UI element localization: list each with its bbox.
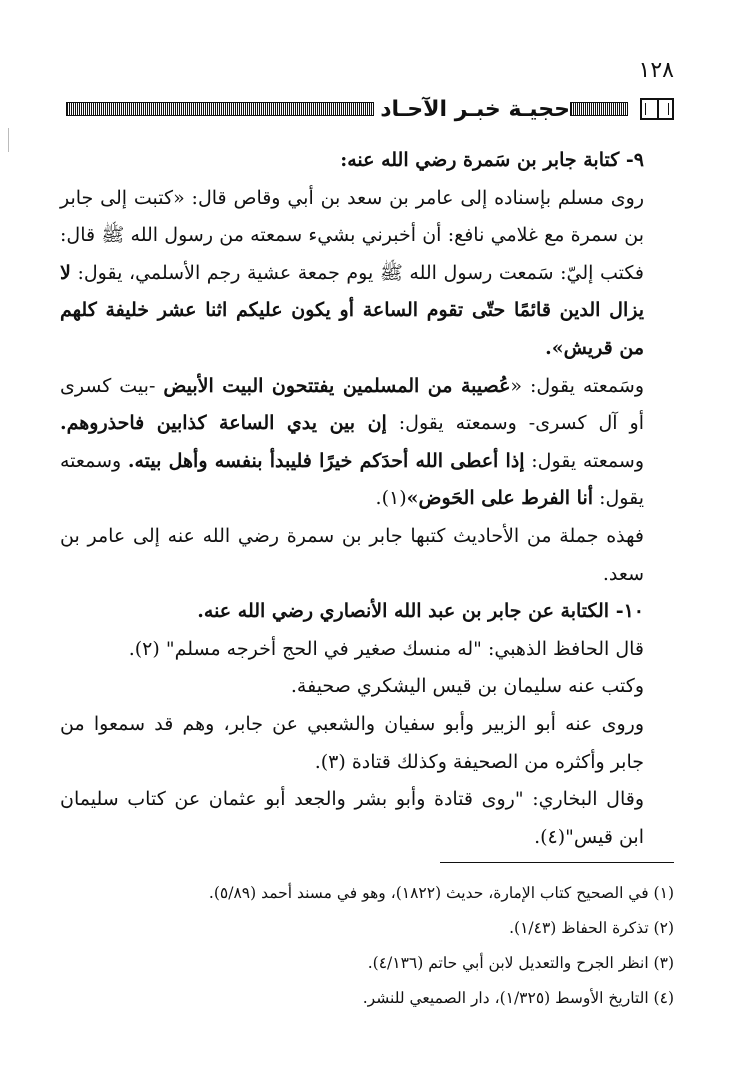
paragraph-text: روى مسلم بإسناده إلى عامر بن سعد بن أبي وقاص قال: «كتبت إلى جابر بن سمرة مع غلامي نافع: أن أخبرني بشيء سمعته من رسول الله ﷺ قال: فكتب إليّ: سَمعت رسول الله ﷺ يوم جمعة عشية رجم الأسلمي، يقول: bbox=[60, 186, 644, 284]
paragraph-sulayman: وكتب عنه سليمان بن قيس اليشكري صحيفة. bbox=[290, 675, 644, 698]
header-rule-left bbox=[66, 102, 374, 116]
footnote-2: (٢) تذكرة الحفاظ (١/٤٣). bbox=[509, 919, 674, 937]
footnote-ref: (١). bbox=[375, 487, 407, 510]
footnotes bbox=[60, 876, 674, 1016]
paragraph-text: -بيت كسرى أو آل كسرى- وسمعته يقول: bbox=[60, 374, 644, 435]
hadith-text: أنا الفرط على الحَوض» bbox=[406, 487, 594, 510]
paragraph-text: وسمعته يقول: bbox=[524, 449, 644, 472]
paragraph-bukhari: وقال البخاري: "روى قتادة وأبو بشر والجعد أبو عثمان عن كتاب سليمان ابن قيس"(٤). bbox=[60, 788, 644, 848]
paragraph-dhahabi: قال الحافظ الذهبي: "له منسك صغير في الحج أخرجه مسلم" (٢). bbox=[128, 637, 644, 660]
hadith-text: عُصيبة من المسلمين يفتتحون البيت الأبيض bbox=[163, 374, 511, 397]
header-rule-right bbox=[570, 102, 628, 116]
paragraph-text: وسمعته يقول: bbox=[60, 449, 644, 510]
hadith-text: إذا أعطى الله أحدَكم خيرًا فليبدأ بنفسه وأهل بيته. bbox=[127, 449, 525, 472]
paragraph-muslim-narration bbox=[60, 180, 674, 368]
section-heading-9: ٩- كتابة جابر بن سَمرة رضي الله عنه: bbox=[340, 149, 644, 171]
open-book-icon bbox=[640, 98, 674, 120]
header-title: حجيـة خبـر الآحـاد bbox=[380, 96, 570, 122]
footnote-divider bbox=[440, 862, 674, 863]
hadith-text: إن بين يدي الساعة كذابين فاحذروهم. bbox=[60, 412, 387, 435]
scan-edge-mark bbox=[8, 128, 9, 152]
footnote-4: (٤) التاريخ الأوسط (١/٣٢٥)، دار الصميعي للنشر. bbox=[362, 989, 674, 1007]
section-heading-10: ١٠- الكتابة عن جابر بن عبد الله الأنصاري رضي الله عنه. bbox=[197, 600, 644, 623]
page-number: ١٢٨ bbox=[638, 58, 674, 83]
footnote-3: (٣) انظر الجرح والتعديل لابن أبي حاتم (٤/١٣٦). bbox=[367, 954, 674, 972]
running-header bbox=[60, 94, 674, 124]
paragraph-summary: فهذه جملة من الأحاديث كتبها جابر بن سمرة رضي الله عنه إلى عامر بن سعد. bbox=[60, 524, 644, 585]
paragraph-heard-him bbox=[60, 368, 674, 518]
paragraph-narrators: وروى عنه أبو الزبير وأبو سفيان والشعبي عن جابر، وهم قد سمعوا من جابر وأكثره من الصحيفة وكذلك قتادة (٣). bbox=[60, 712, 644, 773]
paragraph-text: وسَمعته يقول: « bbox=[510, 374, 644, 397]
hadith-text: لا يزال الدين قائمًا حتّى تقوم الساعة أو يكون عليكم اثنا عشر خليفة كلهم من قريش». bbox=[60, 261, 644, 359]
body-text bbox=[60, 142, 674, 856]
footnote-1: (١) في الصحيح كتاب الإمارة، حديث (١٨٢٢)، وهو في مسند أحمد (٥/٨٩). bbox=[208, 884, 674, 902]
